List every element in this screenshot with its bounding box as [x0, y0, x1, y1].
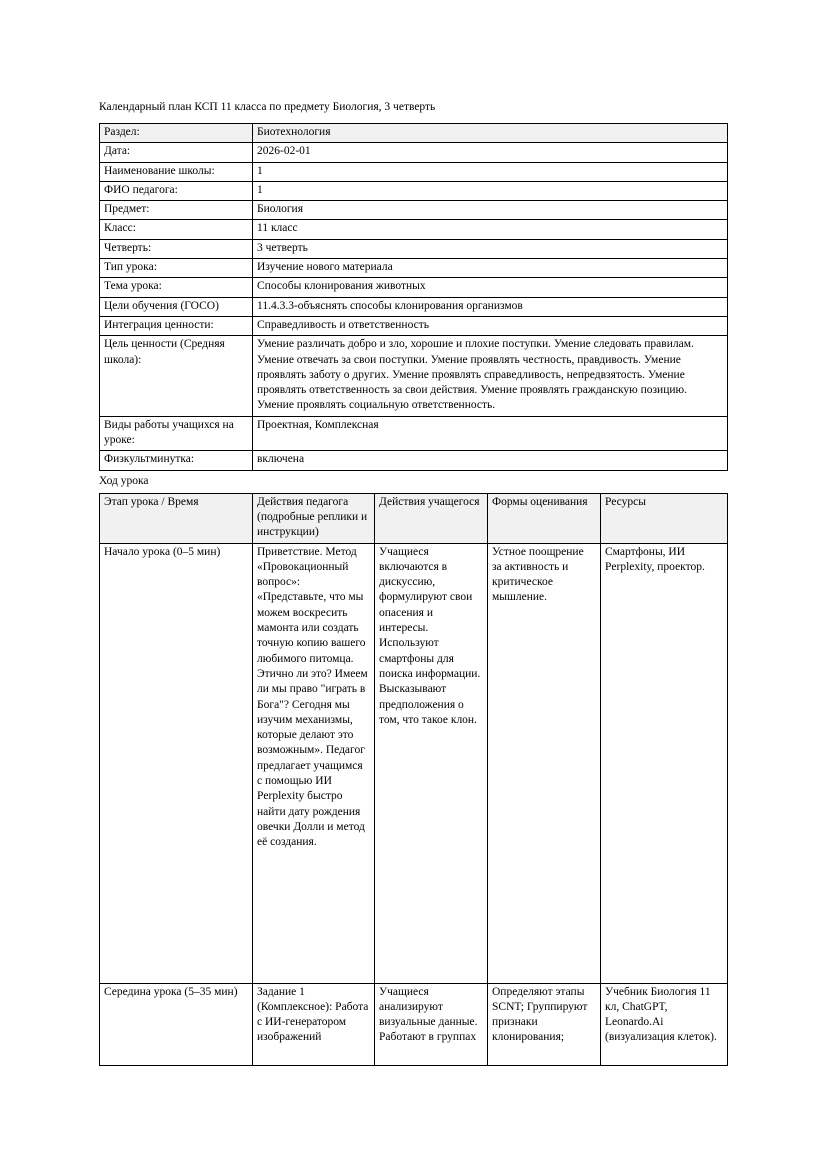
lesson-flow-table	[99, 493, 728, 1066]
cell-assessment: Определяют этапы SCNT; Группируют признаки клонирования;	[488, 983, 601, 1065]
info-label: Класс:	[100, 220, 253, 239]
table-row	[100, 220, 728, 239]
section-heading-lesson-flow: Ход урока	[99, 474, 149, 487]
info-value: 3 четверть	[253, 239, 728, 258]
column-header-teacher-actions: Действия педагога (подробные реплики и инструкции)	[253, 493, 375, 543]
info-label: Цели обучения (ГОСО)	[100, 297, 253, 316]
table-row	[100, 239, 728, 258]
table-row	[100, 181, 728, 200]
info-label: Интеграция ценности:	[100, 316, 253, 335]
info-label: Дата:	[100, 143, 253, 162]
info-value: 1	[253, 162, 728, 181]
info-label: Четверть:	[100, 239, 253, 258]
info-label: Виды работы учащихся на уроке:	[100, 416, 253, 451]
page-content	[99, 99, 727, 1066]
lesson-info-table	[99, 123, 728, 471]
table-header-row	[100, 493, 728, 543]
cell-student-actions: Учащиеся анализируют визуальные данные. Работают в группах	[375, 983, 488, 1065]
table-row	[100, 416, 728, 451]
info-value: Умение различать добро и зло, хорошие и плохие поступки. Умение следовать правилам. Умение отвечать за свои поступки. Умение проявлять честность, правдивость. Умение проявлять заботу о других. Умение проявлять справедливость, непредвзятость. Умение проявлять ответственность за свои действия. Умение проявлять гражданскую позицию. Умение проявлять социальную ответственность.	[253, 336, 728, 416]
column-header-resources: Ресурсы	[601, 493, 728, 543]
cell-teacher-actions: Задание 1 (Комплексное): Работа с ИИ-генератором изображений	[253, 983, 375, 1065]
info-value: Биотехнология	[253, 124, 728, 143]
info-label: Наименование школы:	[100, 162, 253, 181]
lesson-flow-header	[100, 493, 728, 543]
table-row	[100, 124, 728, 143]
table-row	[100, 278, 728, 297]
info-value: Справедливость и ответственность	[253, 316, 728, 335]
info-label: Раздел:	[100, 124, 253, 143]
table-row	[100, 297, 728, 316]
info-label: Физкультминутка:	[100, 451, 253, 470]
info-label: Тип урока:	[100, 259, 253, 278]
info-value: Проектная, Комплексная	[253, 416, 728, 451]
lesson-info-body	[100, 124, 728, 471]
table-row	[100, 201, 728, 220]
table-row	[100, 451, 728, 470]
table-row	[100, 983, 728, 1065]
cell-stage: Середина урока (5–35 мин)	[100, 983, 253, 1065]
info-value: Изучение нового материала	[253, 259, 728, 278]
table-row	[100, 316, 728, 335]
info-value: Способы клонирования животных	[253, 278, 728, 297]
cell-student-actions: Учащиеся включаются в дискуссию, формулируют свои опасения и интересы. Используют смартфоны для поиска информации. Высказывают предположения о том, что такое клон.	[375, 543, 488, 983]
column-header-stage: Этап урока / Время	[100, 493, 253, 543]
info-label: Тема урока:	[100, 278, 253, 297]
cell-stage: Начало урока (0–5 мин)	[100, 543, 253, 983]
info-label: Предмет:	[100, 201, 253, 220]
info-value: 11.4.3.3-объяснять способы клонирования организмов	[253, 297, 728, 316]
info-label: Цель ценности (Средняя школа):	[100, 336, 253, 416]
info-value: Биология	[253, 201, 728, 220]
table-row	[100, 162, 728, 181]
table-row	[100, 259, 728, 278]
table-row	[100, 543, 728, 983]
info-value: 11 класс	[253, 220, 728, 239]
lesson-flow-body	[100, 543, 728, 1065]
cell-assessment: Устное поощрение за активность и критическое мышление.	[488, 543, 601, 983]
info-value: включена	[253, 451, 728, 470]
cell-resources: Учебник Биология 11 кл, ChatGPT, Leonardo.Ai (визуализация клеток).	[601, 983, 728, 1065]
info-value: 1	[253, 181, 728, 200]
info-value: 2026-02-01	[253, 143, 728, 162]
column-header-assessment-forms: Формы оценивания	[488, 493, 601, 543]
cell-teacher-actions: Приветствие. Метод «Провокационный вопрос»: «Представьте, что мы можем воскресить мамонта или создать точную копию вашего любимого питомца. Этично ли это? Имеем ли мы право "играть в Бога"? Сегодня мы изучим механизмы, которые делают это возможным». Педагог предлагает учащимся с помощью ИИ Perplexity быстро найти дату рождения овечки Долли и метод её создания.	[253, 543, 375, 983]
page-title: Календарный план КСП 11 класса по предмету Биология, 3 четверть	[99, 101, 436, 113]
table-row	[100, 143, 728, 162]
info-label: ФИО педагога:	[100, 181, 253, 200]
cell-resources: Смартфоны, ИИ Perplexity, проектор.	[601, 543, 728, 983]
column-header-student-actions: Действия учащегося	[375, 493, 488, 543]
table-row	[100, 336, 728, 416]
